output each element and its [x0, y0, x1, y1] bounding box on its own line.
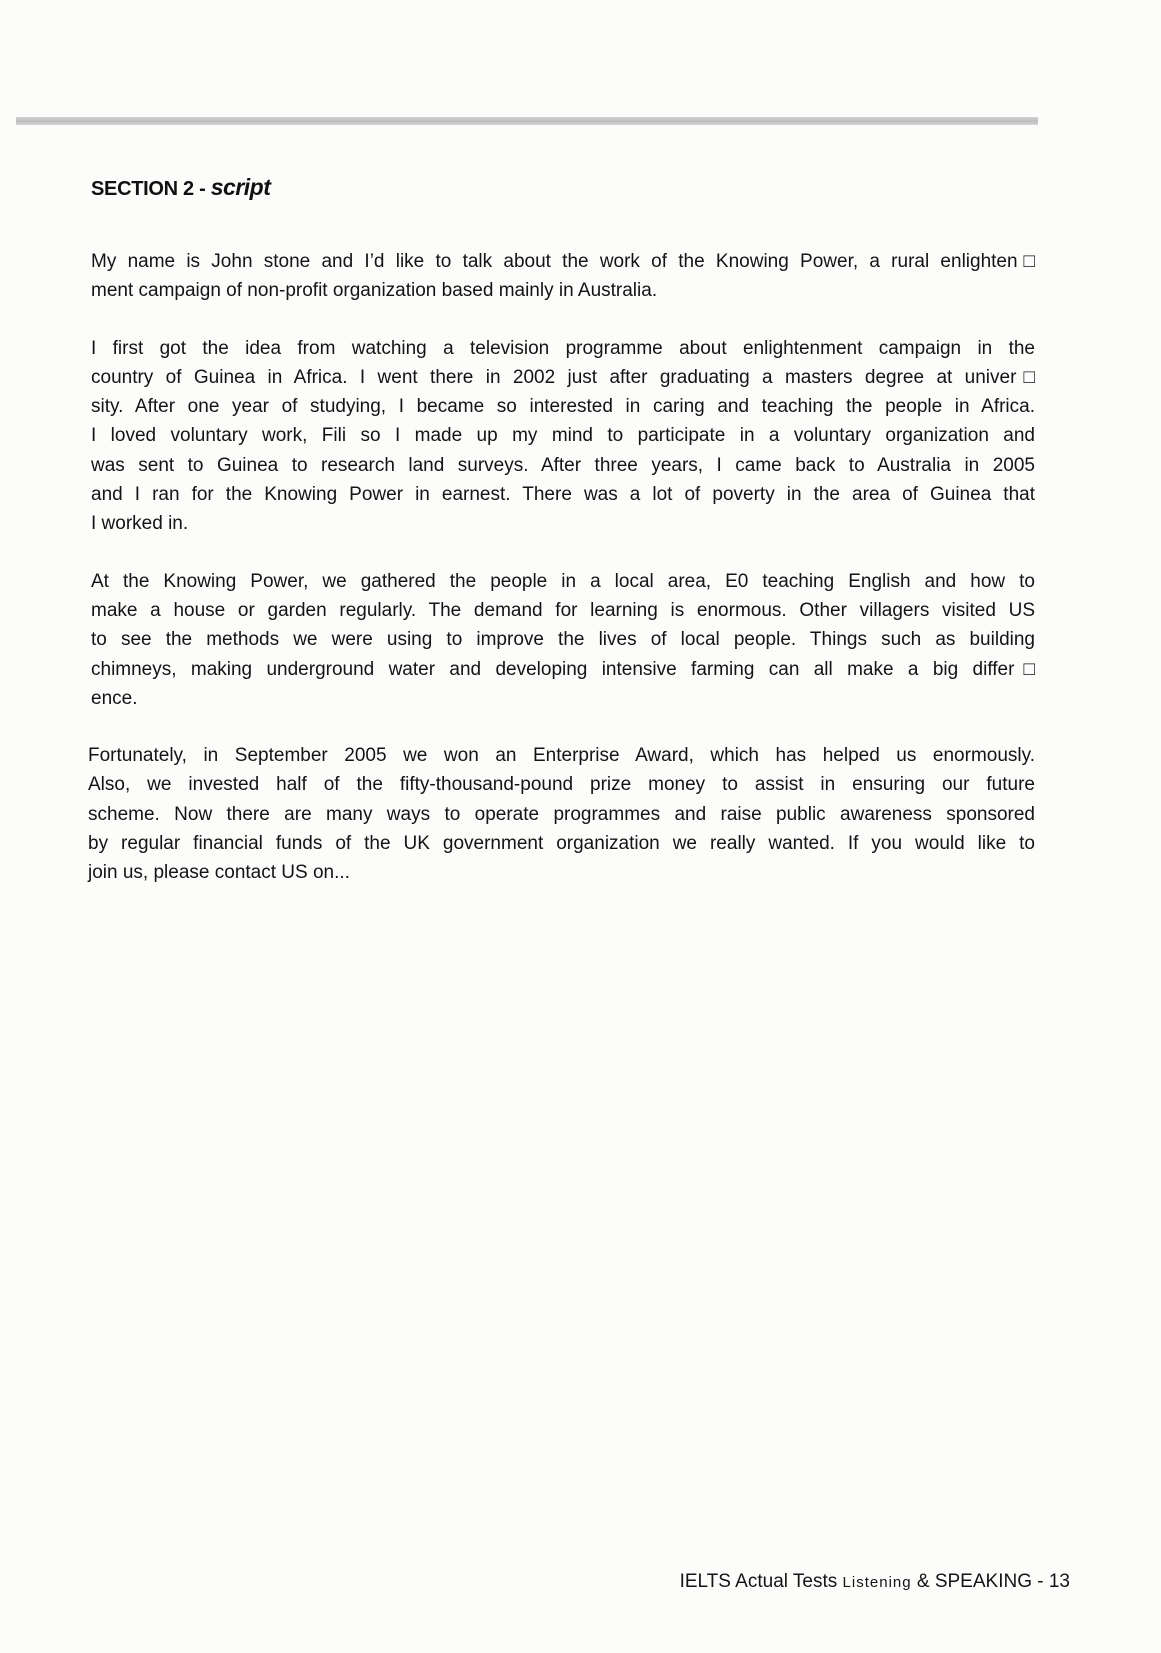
paragraph-4: [88, 741, 1035, 887]
paragraph-4-line-5: join us, please contact US on...: [88, 862, 350, 884]
paragraph-3: [91, 567, 1035, 713]
paragraph-3-line-2: make a house or garden regularly. The demand for learning is enormous. Other villagers visited US: [91, 599, 1035, 621]
paragraph-1-line-1: My name is John stone and I’d like to talk about the work of the Knowing Power, a rural enlighten□: [91, 251, 1035, 272]
section-heading: [91, 174, 270, 201]
paragraph-4-line-4: by regular financial funds of the UK government organization we really wanted. If you would like to: [88, 833, 1035, 855]
paragraph-4-line-3: scheme. Now there are many ways to operate programmes and raise public awareness sponsored: [88, 803, 1035, 825]
footer-title-listening: Listening: [842, 1574, 912, 1591]
top-rule: [16, 117, 1038, 125]
section-heading-prefix: SECTION 2 -: [91, 178, 211, 200]
paragraph-3-line-1: At the Knowing Power, we gathered the people in a local area, E0 teaching English and how to: [91, 570, 1035, 592]
footer-title-part-1: IELTS Actual Tests: [679, 1571, 843, 1592]
paragraph-2-line-5: was sent to Guinea to research land surveys. After three years, I came back to Australia in 2005: [91, 454, 1035, 476]
paragraph-1-line-2: ment campaign of non-profit organization based mainly in Australia.: [91, 280, 658, 302]
paragraph-2-line-6: and I ran for the Knowing Power in earnest. There was a lot of poverty in the area of Guinea that: [91, 484, 1035, 506]
paragraph-3-line-4: chimneys, making underground water and developing intensive farming can all make a big differ□: [91, 658, 1035, 680]
paragraph-4-line-2: Also, we invested half of the fifty-thousand-pound prize money to assist in ensuring our future: [88, 774, 1035, 796]
paragraph-2: [91, 334, 1035, 539]
paragraph-2-line-3: sity. After one year of studying, I became so interested in caring and teaching the people in Africa.: [91, 396, 1035, 418]
paragraph-2-line-4: I loved voluntary work, Fili so I made up my mind to participate in a voluntary organization and: [91, 425, 1035, 447]
script-body: [88, 247, 1035, 916]
section-heading-script-word: script: [210, 174, 271, 200]
paragraph-3-line-5: ence.: [91, 687, 138, 709]
paragraph-3-line-3: to see the methods we were using to improve the lives of local people. Things such as building: [91, 629, 1035, 651]
paragraph-2-line-2: country of Guinea in Africa. I went there in 2002 just after graduating a masters degree at univer□: [91, 366, 1035, 388]
footer-title-part-3: & SPEAKING - 13: [911, 1571, 1070, 1592]
paragraph-2-line-1: I first got the idea from watching a television programme about enlightenment campaign in the: [91, 337, 1035, 359]
paragraph-1: [91, 247, 1035, 306]
paragraph-2-line-7: I worked in.: [91, 513, 189, 535]
paragraph-4-line-1: Fortunately, in September 2005 we won an Enterprise Award, which has helped us enormously.: [88, 745, 1035, 767]
page-footer: [680, 1571, 1070, 1593]
